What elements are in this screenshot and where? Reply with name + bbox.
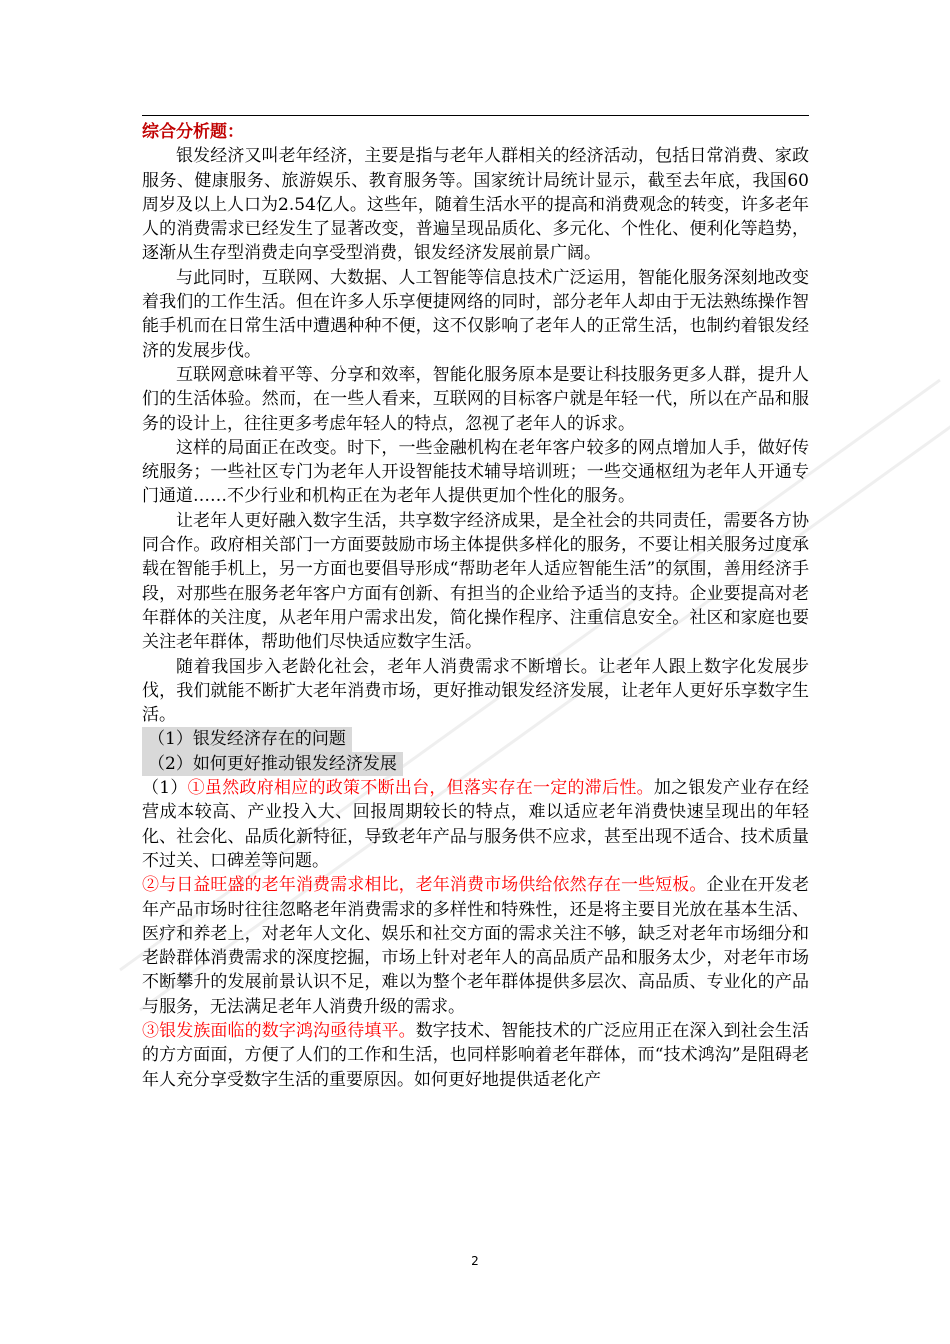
paragraph: 互联网意味着平等、分享和效率，智能化服务原本是要让科技服务更多人群，提升人们的生活体验。然而，在一些人看来，互联网的目标客户就是年轻一代，所以在产品和服务的设计上，往往更多考虑年轻人的特点，忽视了老年人的诉求。 — [142, 364, 809, 434]
answer-highlight: ②与日益旺盛的老年消费需求相比，老年消费市场供给依然存在一些短板。 — [142, 875, 707, 896]
paragraph: 银发经济又叫老年经济，主要是指与老年人群相关的经济活动，包括日常消费、家政服务、健康服务、旅游娱乐、教育服务等。国家统计局统计显示，截至去年底，我国60周岁及以上人口为2.54亿人。这些年，随着生活水平的提高和消费观念的转变，许多老年人的消费需求已经发生了显著改变，普遍呈现品质化、多元化、个性化、便利化等趋势，逐渐从生存型消费走向享受型消费，银发经济发展前景广阔。 — [142, 146, 809, 264]
document-body — [142, 120, 809, 1092]
page-number: 2 — [471, 1254, 479, 1268]
answer-highlight: ③银发族面临的数字鸿沟亟待填平。 — [142, 1020, 416, 1041]
answer-text: 加之银发产业存在经营成本较高、产业投入大、回报周期较长的特点，难以适应老年消费快速呈现出的年轻化、社会化、品质化新特征，导致老年产品与服务供不应求，甚至出现不适合、技术质量不过关、口碑差等问题。 — [142, 778, 810, 871]
section-heading: 综合分析题： — [142, 122, 244, 142]
question-item — [142, 752, 809, 776]
answer-paragraph — [142, 873, 809, 1019]
question-item — [142, 727, 809, 751]
paragraph: 随着我国步入老龄化社会，老年人消费需求不断增长。让老年人跟上数字化发展步伐，我们就能不断扩大老年消费市场，更好推动银发经济发展，让老年人更好乐享数字生活。 — [142, 656, 809, 726]
answer-text: 企业在开发老年产品市场时往往忽略老年消费需求的多样性和特殊性，还是将主要目光放在基本生活、医疗和养老上，对老年人文化、娱乐和社交方面的需求关注不够，缺乏对老年市场细分和老龄群体消费需求的深度挖掘，市场上针对老年人的高品质产品和服务太少，对老年市场不断攀升的发展前景认识不足，难以为整个老年群体提供多层次、高品质、专业化的产品与服务，无法满足老年人消费升级的需求。 — [142, 875, 810, 1017]
question-label: （2）如何更好推动银发经济发展 — [142, 752, 403, 776]
answer-paragraph — [142, 776, 809, 873]
header-rule — [142, 115, 809, 116]
paragraph: 与此同时，互联网、大数据、人工智能等信息技术广泛运用，智能化服务深刻地改变着我们的工作生活。但在许多人乐享便捷网络的同时，部分老年人却由于无法熟练操作智能手机而在日常生活中遭遇种种不便，这不仅影响了老年人的正常生活，也制约着银发经济的发展步伐。 — [142, 267, 809, 361]
answer-prefix: （1） — [142, 778, 188, 799]
answer-paragraph — [142, 1019, 809, 1092]
answer-highlight: ①虽然政府相应的政策不断出台，但落实存在一定的滞后性。 — [187, 778, 654, 799]
paragraph: 让老年人更好融入数字生活，共享数字经济成果，是全社会的共同责任，需要各方协同合作。政府相关部门一方面要鼓励市场主体提供多样化的服务，不要让相关服务过度承载在智能手机上，另一方面也要倡导形成“帮助老年人适应智能生活”的氛围，善用经济手段，对那些在服务老年客户方面有创新、有担当的企业给予适当的支持。企业要提高对老年群体的关注度，从老年用户需求出发，简化操作程序、注重信息安全。社区和家庭也要关注老年群体，帮助他们尽快适应数字生活。 — [142, 510, 809, 653]
paragraph: 这样的局面正在改变。时下，一些金融机构在老年客户较多的网点增加人手，做好传统服务；一些社区专门为老年人开设智能技术辅导培训班；一些交通枢纽为老年人开通专门通道……不少行业和机构正在为老年人提供更加个性化的服务。 — [142, 437, 809, 507]
answer-text: 数字技术、智能技术的广泛应用正在深入到社会生活的方方面面，方便了人们的工作和生活，也同样影响着老年群体，而“技术鸿沟”是阻碍老年人充分享受数字生活的重要原因。如何更好地提供适老化产 — [142, 1020, 810, 1090]
question-label: （1）银发经济存在的问题 — [142, 727, 352, 751]
